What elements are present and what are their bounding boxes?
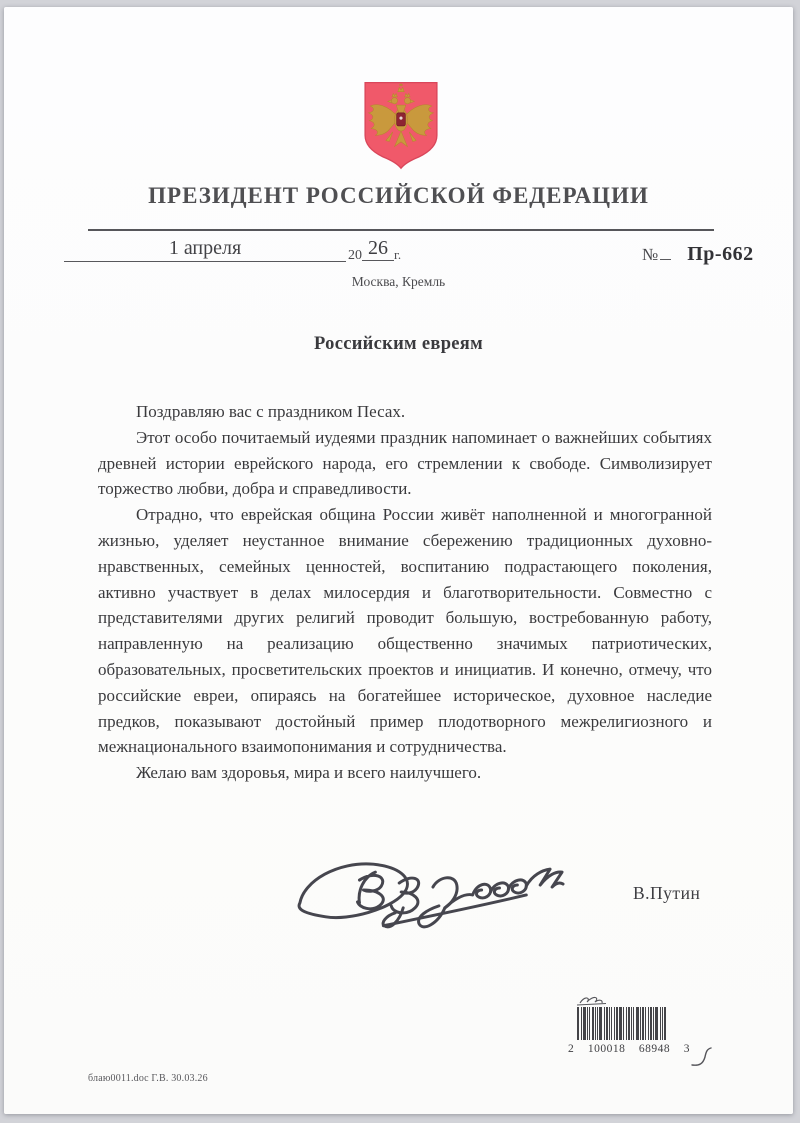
russian-coat-of-arms-icon: [359, 80, 443, 170]
letter-body: [98, 399, 712, 786]
stamp-mark-icon: [576, 992, 608, 1007]
date-century: 20: [348, 248, 362, 263]
place-line: Москва, Кремль: [351, 274, 446, 289]
addressee: Российским евреям: [314, 334, 483, 354]
letterhead-title: ПРЕЗИДЕНТ РОССИЙСКОЙ ФЕДЕРАЦИИ: [148, 183, 649, 208]
barcode-bars: [577, 1007, 672, 1040]
date-line: [64, 237, 401, 262]
barcode-digit-group: 100018: [587, 1043, 626, 1055]
barcode-digits: [568, 1043, 690, 1055]
number-sign: №: [642, 245, 659, 264]
signer-name: В.Путин: [633, 883, 701, 903]
document-number: [642, 243, 754, 266]
date-year: 26: [362, 237, 394, 261]
letterhead-rule: [88, 229, 714, 231]
paragraph: Этот особо почитаемый иудеями праздник напоминает о важнейших событиях древней истории еврейского народа, его стремлении к свободе. Символизирует торжество любви, добра и справедливости.: [98, 427, 712, 499]
number-value: Пр-662: [687, 243, 754, 265]
signature-handwriting: [288, 847, 566, 931]
barcode-digit-group: 2: [568, 1043, 575, 1055]
file-reference-note: блаю0011.doc Г.В. 30.03.26: [88, 1073, 208, 1084]
pen-check-mark: [690, 1045, 714, 1071]
number-blank-line: [660, 247, 671, 260]
paragraph: Желаю вам здоровья, мира и всего наилучшего.: [136, 763, 482, 783]
date-value: 1 апреля: [64, 237, 346, 262]
barcode-digit-group: 3: [683, 1043, 690, 1055]
paragraph: Поздравляю вас с праздником Песах.: [136, 402, 406, 421]
letter-page: [4, 7, 793, 1114]
date-suffix: г.: [394, 247, 402, 262]
paragraph: Отрадно, что еврейская община России живёт наполненной и многогранной жизнью, уделяет неустанное внимание сбережению традиционных духовно-нравственных, семейных ценностей, воспитанию подрастающего поколения, активно участвует в делах милосердия и благотворительности. Совместно с представителями других религий проводит большую, востребованную работу, направленную на реализацию общественно значимых патриотических, образовательных, просветительских проектов и инициатив. И конечно, отмечу, что российские евреи, опираясь на богатейшее историческое, духовное наследие предков, показывают достойный пример плодотворного межрелигиозного и межнационального взаимопонимания и сотрудничества.: [98, 505, 712, 757]
barcode-digit-group: 68948: [638, 1043, 671, 1055]
